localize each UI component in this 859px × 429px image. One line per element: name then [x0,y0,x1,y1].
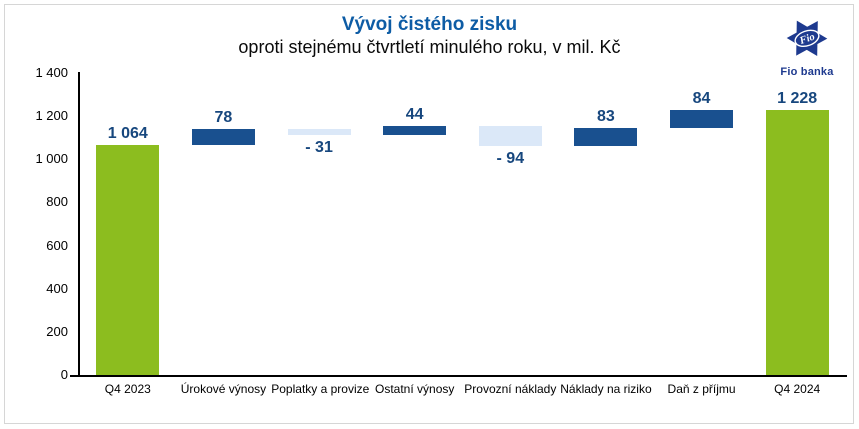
waterfall-bar-7 [670,110,733,128]
chart-subtitle: oproti stejnému čtvrtletí minulého roku, v mil. Kč [238,37,621,57]
y-tick-label: 0 [60,367,68,382]
chart-title: Vývoj čistého zisku [341,14,518,35]
fio-logo-caption: Fio banka [780,66,834,78]
x-tick-label: Poplatky a provize [271,382,370,396]
bar-value-label: 1 228 [777,90,818,108]
waterfall-bar-6 [574,128,637,146]
x-tick-label: Úrokové výnosy [180,382,267,396]
y-tick-label: 1 200 [35,108,68,124]
bar-value-label: 44 [405,105,424,123]
y-tick-label: 200 [46,323,68,339]
y-tick-label: 400 [46,280,68,296]
waterfall-bar-5 [479,126,542,146]
y-tick-label: 1 400 [35,65,68,80]
y-tick-label: 600 [46,237,68,253]
x-tick-label: Náklady na riziko [560,382,652,396]
x-axis-line [70,375,847,377]
x-tick-label: Q4 2023 [104,382,151,396]
waterfall-bar-2 [192,129,255,146]
x-tick-label: Provozní náklady [464,382,557,396]
bar-value-label: 78 [214,108,233,126]
waterfall-bar-8 [766,110,829,375]
y-axis-line [78,72,80,377]
y-tick-label: 1 000 [35,151,68,167]
x-tick-label: Q4 2024 [774,382,821,396]
bar-value-label: - 94 [496,150,525,168]
bar-value-label: 84 [692,90,711,108]
fio-oval-text: Fio [798,31,817,47]
bar-value-label: 83 [597,108,615,126]
waterfall-bar-1 [96,145,159,375]
x-tick-label: Ostatní výnosy [375,382,455,396]
waterfall-bar-4 [383,126,446,135]
bar-value-label: 1 064 [107,125,148,143]
x-tick-label: Daň z příjmu [667,382,736,396]
y-tick-label: 800 [46,194,68,210]
waterfall-bar-3 [288,129,351,136]
bar-value-label: - 31 [305,139,333,157]
